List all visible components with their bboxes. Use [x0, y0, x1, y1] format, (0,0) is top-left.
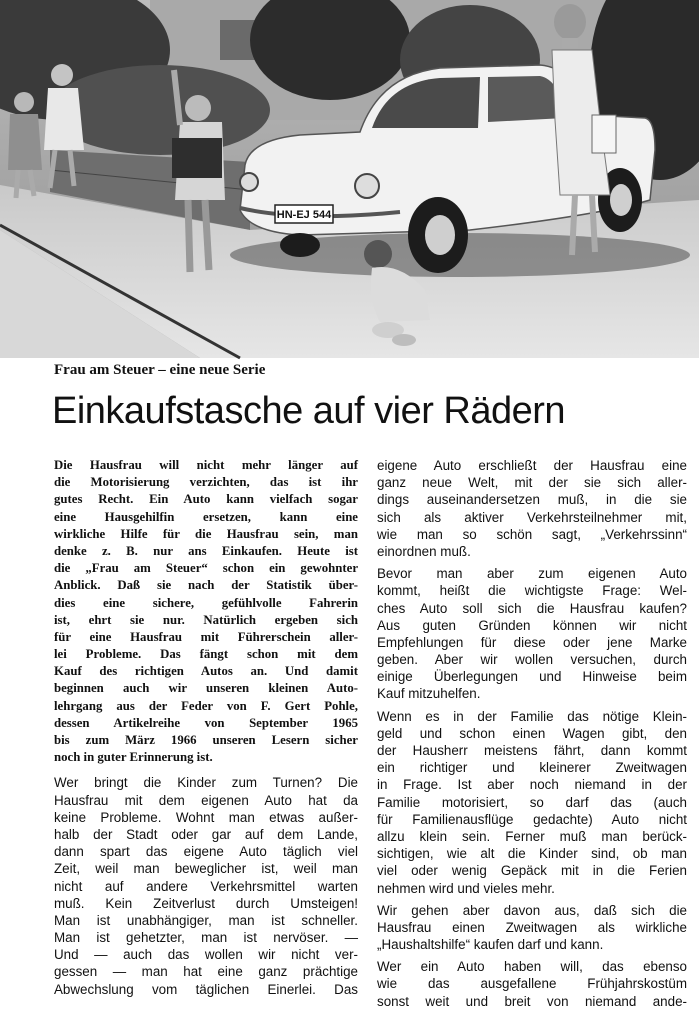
text-line: Wir gehen aber davon aus, daß sich die	[377, 902, 687, 918]
text-line: dies eine sichere, gefühlvolle Fahrerin	[54, 595, 358, 610]
text-line: ches Auto soll sich die Hausfrau kaufen?	[377, 600, 687, 616]
text-line: Zeit, weil man beweglicher ist, weil man	[54, 861, 358, 877]
text-line: Bevor man aber zum eigenen Auto	[377, 566, 687, 582]
left-column	[54, 458, 358, 999]
text-line: wie man so schön sagt, „Verkehrssinn“	[377, 526, 687, 542]
body-paragraph	[54, 775, 358, 998]
text-line: allzu klein sein. Ferner muß man berück-	[377, 828, 687, 844]
body-paragraph	[377, 458, 687, 561]
text-line: gessen — man hat eine ganz prächtige	[54, 964, 358, 980]
text-line: Familie motorisiert, so darf das (auch	[377, 794, 687, 810]
text-line: kommt, heißt die wichtigste Frage: Wel-	[377, 583, 687, 599]
text-line: muß. Kein Zeitverlust durch Umsteigen!	[54, 895, 358, 911]
text-line: Anblick. Daß sie nach der Statistik über-	[54, 578, 358, 593]
text-line: Wer bringt die Kinder zum Turnen? Die	[54, 775, 358, 791]
text-line: beginnen auch wir unseren kleinen Auto-	[54, 681, 358, 696]
text-line: Empfehlungen für diese oder jene Marke	[377, 634, 687, 650]
text-line: sich als aktiver Verkehrsteilnehmer mit,	[377, 509, 687, 525]
lead-paragraph	[54, 458, 358, 767]
text-line: viel oder wenig Gepäck mit in die Ferien	[377, 863, 687, 879]
text-line: die Motorisierung verzichten, das ist ihr	[54, 475, 358, 490]
text-line: Hausfrau mit dem eigenen Auto hat da	[54, 792, 358, 808]
text-line: lehrgang aus der Feder von F. Gert Pohle,	[54, 698, 358, 713]
text-line: für Familienausflüge gedachte) Auto nicht	[377, 811, 687, 827]
text-line: einige Überlegungen und Hinweise beim	[377, 669, 687, 685]
text-line: eigene Auto erschließt der Hausfrau eine	[377, 458, 687, 473]
text-line: nicht auf andere Verkehrsmittel warten	[54, 878, 358, 894]
article-headline: Einkaufstasche auf vier Rädern	[52, 390, 566, 432]
text-line: geben. Aber wir wollen versuchen, durch	[377, 652, 687, 668]
text-line: keine Probleme. Wohnt man etwas außer-	[54, 809, 358, 825]
text-line: Wenn es in der Familie das nötige Klein-	[377, 708, 687, 724]
text-line: eine Hausgehilfin ersetzen, kann eine	[54, 509, 358, 524]
text-line: ganz neue Welt, mit der sie sich aller-	[377, 475, 687, 491]
right-column	[377, 458, 687, 1016]
text-line: in Frage. Ist aber noch niemand in der	[377, 777, 687, 793]
license-plate: HN-EJ 544	[276, 209, 332, 221]
text-line: „Haushaltshilfe“ kaufen darf und kann.	[377, 937, 604, 953]
body-paragraph	[377, 709, 687, 898]
text-line: nehmen wird und vieles mehr.	[377, 880, 555, 896]
series-kicker: Frau am Steuer – eine neue Serie	[54, 362, 266, 378]
text-line: gutes Recht. Ein Auto kann vielfach sogar	[54, 492, 358, 507]
text-line: dessen Artikelreihe von September 1965	[54, 715, 358, 730]
article-photo	[0, 0, 699, 358]
text-line: Man ist gehetzter, man ist nervöser. —	[54, 930, 358, 946]
text-line: Wer ein Auto haben will, das ebenso	[377, 959, 687, 975]
text-line: Kauf mitzuhelfen.	[377, 686, 481, 702]
text-line: wie das ausgefallene Frühjahrskostüm	[377, 976, 687, 992]
text-line: Aus guten Gründen können wir nicht	[377, 617, 687, 633]
body-paragraph	[377, 903, 687, 955]
text-line: der Hausherr meistens fährt, dann kommt	[377, 743, 687, 758]
text-line: wirkliche Hilfe für die Hausfrau sein, man	[54, 526, 358, 541]
text-line: sonst weit und breit von niemand ande-	[377, 993, 687, 1009]
text-line: geld und schon einen Wagen gibt, den	[377, 725, 687, 741]
text-line: dings auseinandersetzen muß, in die sie	[377, 492, 687, 508]
text-line: für eine Hausfrau mit Führerschein aller-	[54, 629, 358, 644]
text-line: einordnen muß.	[377, 543, 471, 559]
text-line: denke z. B. nur ans Einkaufen. Heute ist	[54, 543, 358, 558]
body-paragraph	[377, 566, 687, 704]
text-line: Und — auch das wollen wir nicht ver-	[54, 947, 358, 963]
body-paragraph	[377, 959, 687, 1011]
text-line: lei Probleme. Das fängt schon mit dem	[54, 647, 358, 662]
text-line: ist, ehrt sie nur. Natürlich ergeben sich	[54, 612, 358, 627]
text-line: halb der Stadt oder gar auf dem Lande,	[54, 826, 358, 842]
text-line: dann spart das eigene Auto täglich viel	[54, 844, 358, 860]
text-line: Abwechslung vom täglichen Einerlei. Das	[54, 981, 358, 997]
text-line: sichtigen, wie alt die Kinder sind, ob man	[377, 846, 687, 862]
text-line: noch in guter Erinnerung ist.	[54, 750, 213, 765]
text-line: Man ist unabhängiger, man ist schneller.	[54, 912, 358, 928]
text-line: ein richtiger und kleinerer Zweitwagen	[377, 760, 687, 776]
text-line: bis zum März 1966 unseren Lesern sicher	[54, 733, 358, 747]
text-line: die „Frau am Steuer“ schon ein gewohnter	[54, 561, 358, 576]
text-line: Kauf des richtigen Autos an. Und damit	[54, 664, 358, 679]
text-line: Die Hausfrau will nicht mehr länger auf	[54, 458, 358, 472]
text-line: Hausfrau einen Zweitwagen als wirkliche	[377, 919, 687, 935]
